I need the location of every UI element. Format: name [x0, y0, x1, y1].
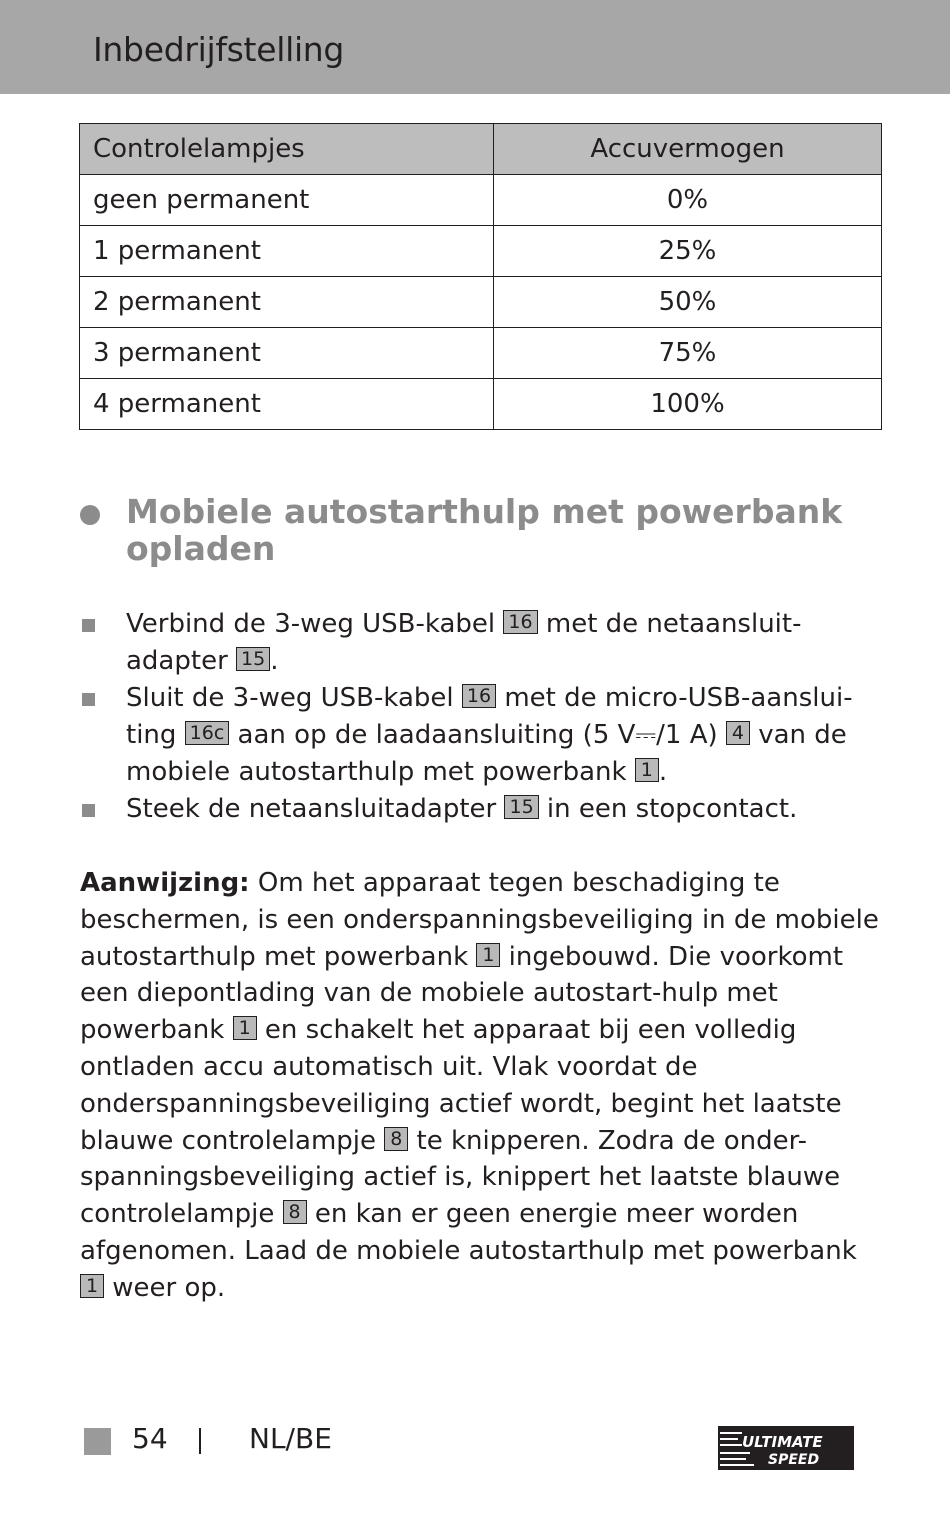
- page-header: [0, 0, 950, 94]
- table-cell: 2 permanent: [80, 277, 494, 328]
- part-reference: 1: [476, 943, 500, 967]
- footer-divider: [199, 1428, 201, 1454]
- part-reference: 8: [384, 1127, 408, 1151]
- note-paragraph: [80, 865, 880, 1307]
- table-row: [80, 328, 882, 379]
- table-cell: 4 permanent: [80, 379, 494, 430]
- table-cell: 0%: [494, 175, 882, 226]
- dc-symbol-icon: ⎓: [635, 720, 657, 750]
- square-bullet-icon: [82, 619, 95, 632]
- section-title: Inbedrijfstelling: [93, 30, 345, 69]
- table-cell: 50%: [494, 277, 882, 328]
- note-text: en kan er geen energie meer worden afgenomen. Laad de mobiele autostarthulp met powerbank: [80, 1199, 857, 1266]
- step-text: Steek de netaansluitadapter: [126, 794, 505, 824]
- list-item: [80, 606, 880, 680]
- part-reference: 15: [504, 795, 538, 819]
- table-row: [80, 175, 882, 226]
- list-item: [80, 791, 880, 828]
- list-item: [80, 680, 880, 791]
- step-text: /1 A): [656, 720, 726, 750]
- table-row: [80, 226, 882, 277]
- part-reference: 1: [635, 758, 659, 782]
- step-text: .: [658, 757, 668, 787]
- instruction-list: [80, 606, 880, 828]
- svg-text:SPEED: SPEED: [768, 1452, 820, 1468]
- part-reference: 8: [283, 1200, 307, 1224]
- footer-square-icon: [84, 1428, 111, 1455]
- table-row: [80, 379, 882, 430]
- table-cell: 3 permanent: [80, 328, 494, 379]
- table-cell: 25%: [494, 226, 882, 277]
- table-header-row: [80, 124, 882, 175]
- note-text: te knipperen. Zodra de onder-spanningsbeveiliging actief is, knippert het laatste blauwe controlelampje: [80, 1125, 841, 1230]
- step-text: van de mobiele autostarthulp met powerbank: [126, 720, 847, 787]
- note-label: Aanwijzing:: [80, 868, 250, 898]
- note-text: ingebouwd. Die voorkomt een diepontlading van de mobiele autostart-hulp met powerbank: [80, 941, 844, 1046]
- svg-text:ULTIMATE: ULTIMATE: [742, 1433, 823, 1451]
- part-reference: 1: [233, 1016, 257, 1040]
- table-header-cell: Accuvermogen: [494, 124, 882, 175]
- section-heading: [80, 493, 860, 567]
- table-header-cell: Controlelampjes: [80, 124, 494, 175]
- table-cell: geen permanent: [80, 175, 494, 226]
- note-text: en schakelt het apparaat bij een volledig ontladen accu automatisch uit. Vlak voordat de onderspanningsbeveiliging actief wordt, begint het laatste blauwe controlelampje: [80, 1015, 842, 1156]
- note-text: Om het apparaat tegen beschadiging te beschermen, is een onderspanningsbeveiliging in de mobiele autostarthulp met powerbank: [80, 868, 879, 972]
- table-cell: 75%: [494, 328, 882, 379]
- step-text: aan op de laadaansluiting (5 V: [229, 720, 636, 750]
- part-reference: 16: [462, 684, 496, 708]
- table-row: [80, 277, 882, 328]
- status-table: [79, 123, 882, 430]
- square-bullet-icon: [82, 693, 95, 706]
- section-heading-text: Mobiele autostarthulp met powerbank opladen: [126, 492, 843, 568]
- step-text: Verbind de 3-weg USB-kabel: [126, 609, 504, 639]
- part-reference: 15: [236, 647, 270, 671]
- step-text: Sluit de 3-weg USB-kabel: [126, 683, 462, 713]
- step-text: .: [270, 646, 279, 676]
- table-cell: 100%: [494, 379, 882, 430]
- step-text: met de netaansluit-adapter: [126, 609, 802, 676]
- table-cell: 1 permanent: [80, 226, 494, 277]
- part-reference: 4: [726, 721, 750, 745]
- page-number: 54: [132, 1422, 168, 1455]
- ultimate-speed-logo: [718, 1426, 854, 1470]
- part-reference: 16c: [185, 721, 230, 745]
- bullet-dot-icon: [80, 505, 100, 525]
- note-text: weer op.: [104, 1272, 226, 1303]
- step-text: in een stopcontact.: [538, 794, 798, 824]
- step-text: met de micro-USB-aanslui-ting: [126, 683, 853, 750]
- square-bullet-icon: [82, 804, 95, 817]
- part-reference: 1: [80, 1274, 104, 1298]
- part-reference: 16: [503, 610, 537, 634]
- language-code: NL/BE: [249, 1422, 332, 1455]
